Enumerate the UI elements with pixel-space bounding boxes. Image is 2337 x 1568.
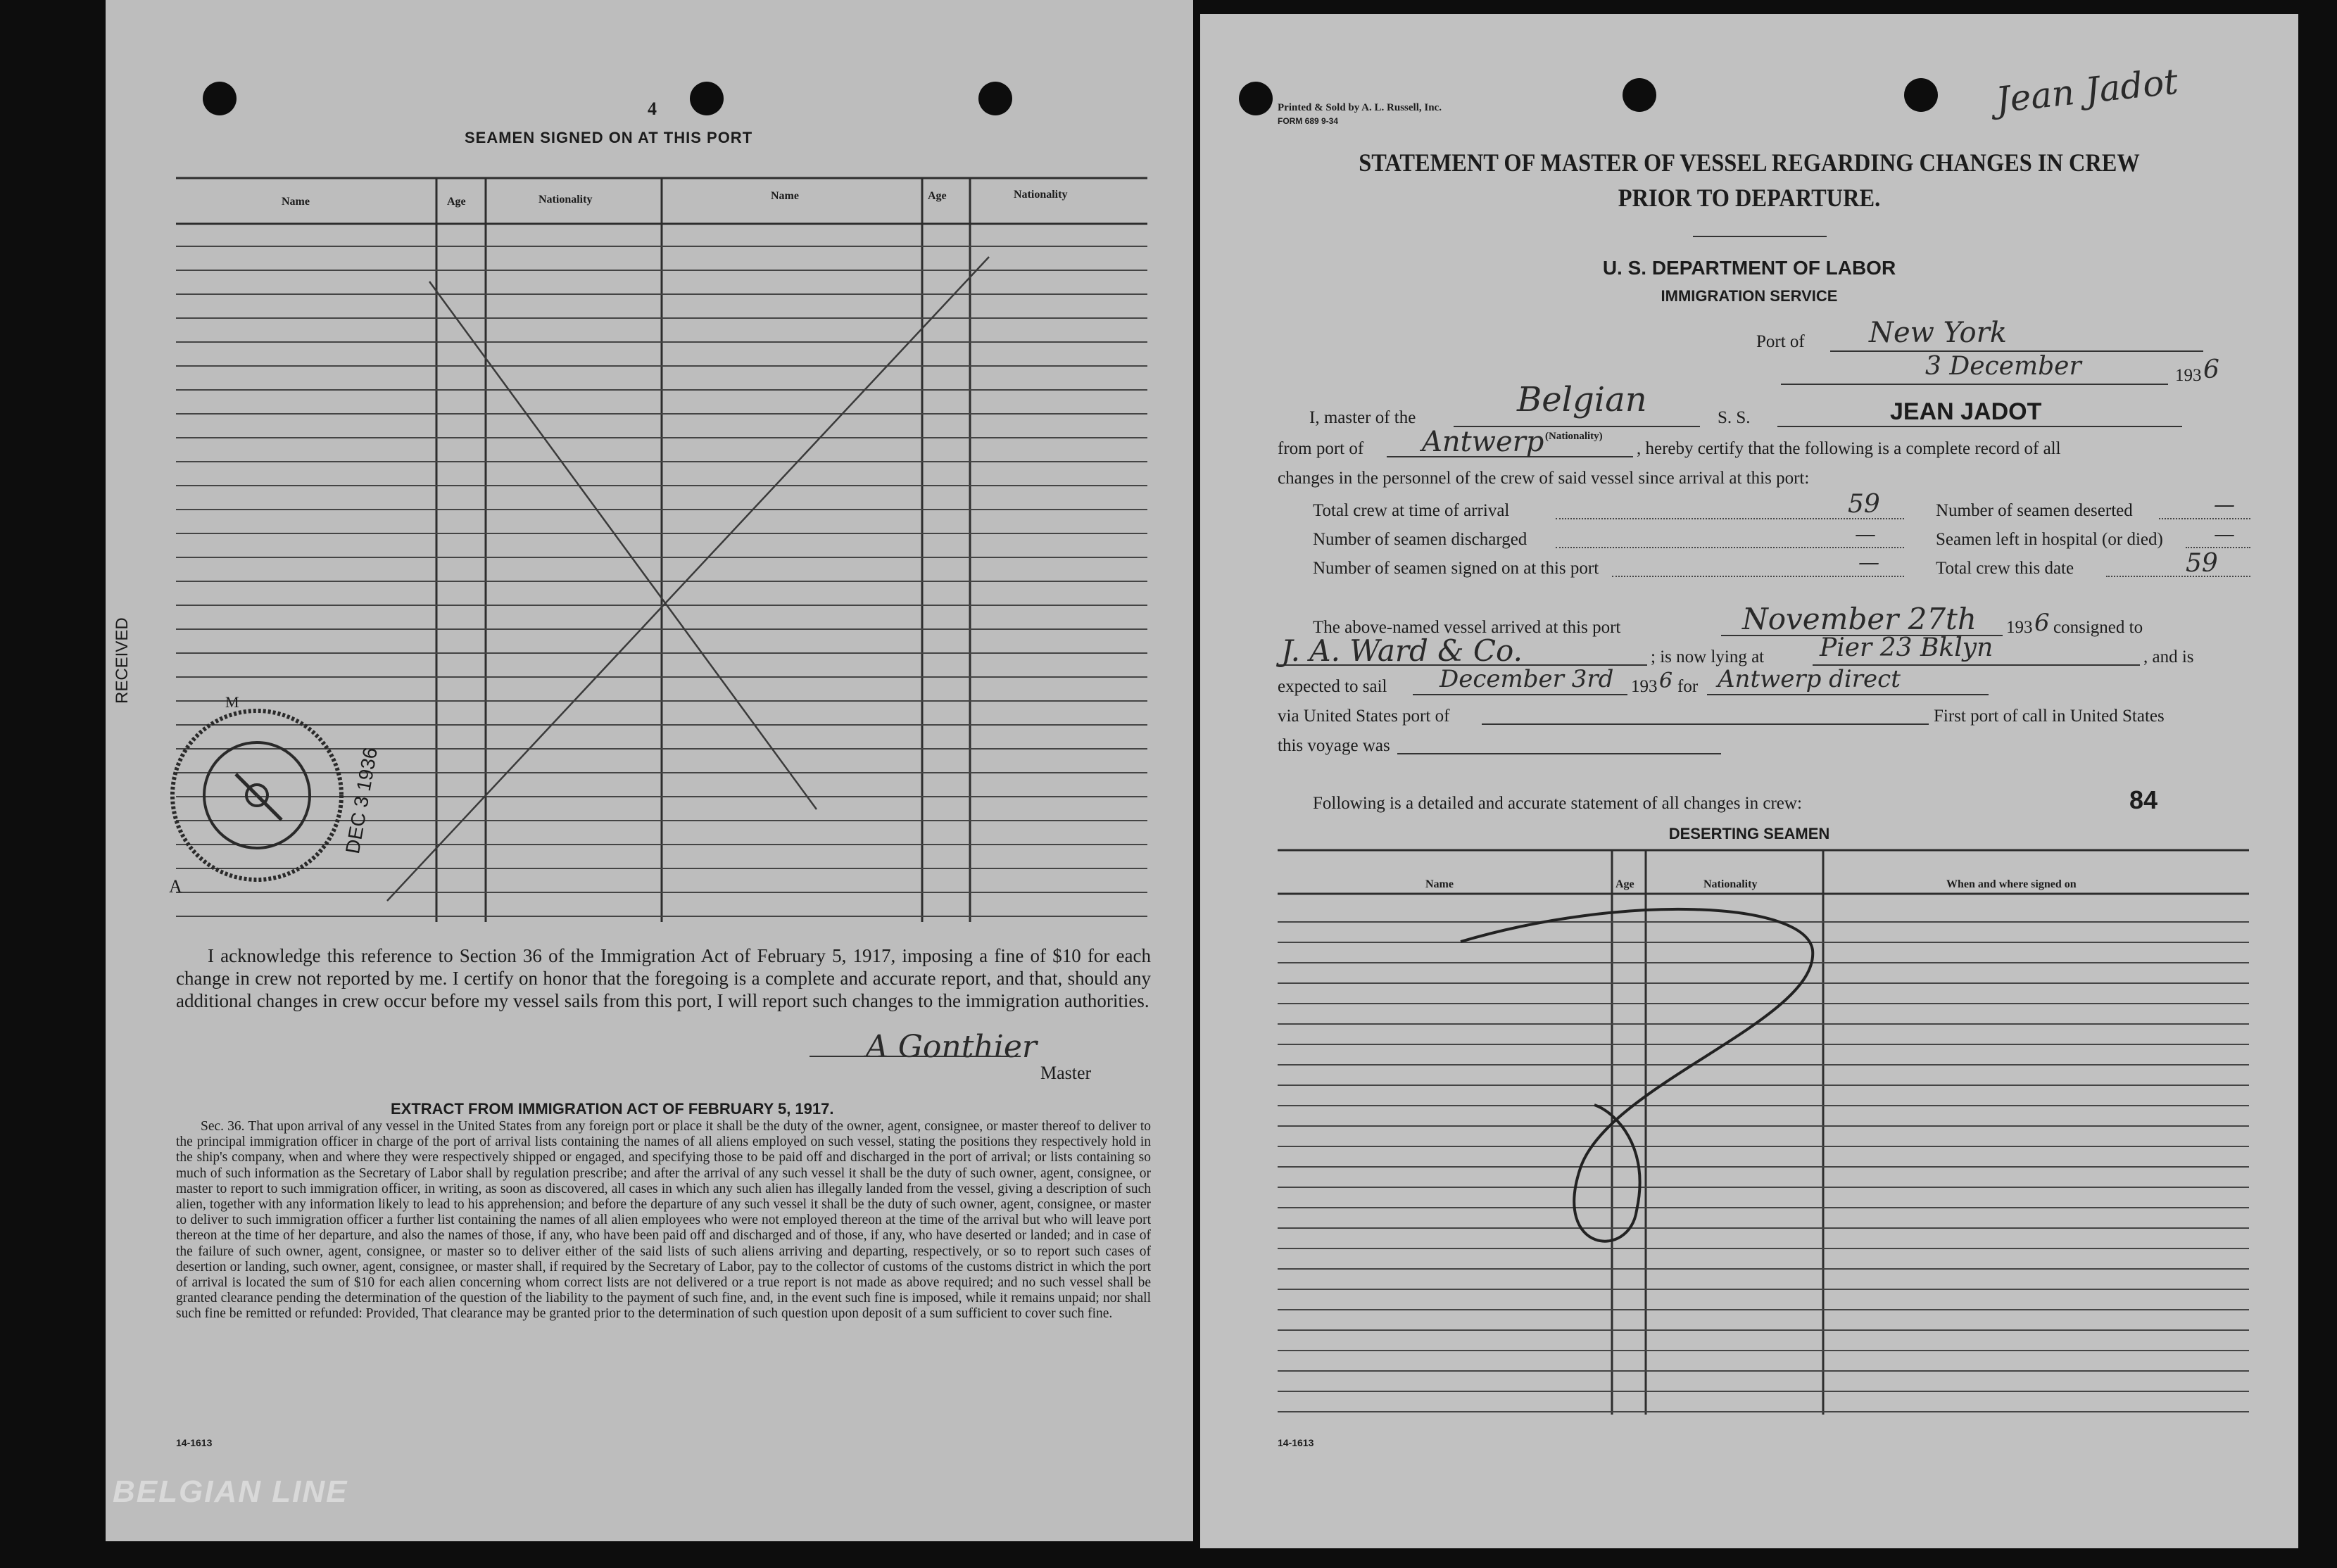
nationality-value: Belgian: [1517, 380, 1647, 419]
form-code-left: 14-1613: [176, 1437, 213, 1448]
from-port-value: Antwerp: [1422, 426, 1544, 458]
page-count-stamp: 84: [2129, 785, 2158, 814]
signed-on-value: —: [1858, 550, 1879, 575]
following-label: Following is a detailed and accurate statement of all changes in crew:: [1313, 794, 1802, 813]
col-header-nationality: Nationality: [538, 194, 593, 206]
col-header-age-2: Age: [928, 190, 947, 202]
port-value: New York: [1869, 317, 2007, 349]
year-prefix: 193: [2175, 366, 2202, 385]
seamen-signed-on-title: SEAMEN SIGNED ON AT THIS PORT: [465, 129, 753, 146]
service-name: IMMIGRATION SERVICE: [1661, 287, 1838, 305]
year-digit: 6: [2203, 355, 2219, 384]
expected-year-digit: 6: [1659, 669, 1673, 693]
ship-name: JEAN JADOT: [1890, 398, 2042, 425]
for-label: for: [1677, 677, 1699, 696]
form-number: FORM 689 9-34: [1278, 116, 1339, 126]
certify-text-2: changes in the personnel of the crew of said vessel since arrival at this port:: [1278, 469, 1810, 488]
this-voyage-label: this voyage was: [1278, 736, 1390, 755]
signed-on-label: Number of seamen signed on at this port: [1313, 559, 1599, 578]
col-header-age: Age: [447, 196, 466, 208]
col-header-nationality-2: Nationality: [1014, 189, 1068, 201]
form-title-line1: STATEMENT OF MASTER OF VESSEL REGARDING CHANGES IN CREW: [1359, 148, 2140, 177]
stamp-letter-m: M: [225, 693, 239, 711]
col-header-when-where: When and where signed on: [1946, 878, 2077, 890]
expected-value: December 3rd: [1440, 665, 1614, 693]
stamp-letter-a: A: [169, 876, 182, 897]
consigned-label: consigned to: [2053, 618, 2143, 637]
discharged-value: —: [1855, 522, 1876, 547]
col-header-name: Name: [1425, 878, 1454, 890]
handwritten-ship-name: Jean Jadot: [1993, 61, 2180, 121]
port-label: Port of: [1756, 332, 1805, 351]
certification-text: I acknowledge this reference to Section 36 of the Immigration Act of February 5, 1917, imposing a fine of $10 for each change in crew not reported by me. I certify on honor that the foregoing is a complete and accurate report, and that, should any additional changes in crew occur before my vessel sails from this port, I will report such changes to the immigration authorities.: [176, 945, 1151, 1011]
arrived-label: The above-named vessel arrived at this port: [1313, 618, 1621, 637]
department-name: U. S. DEPARTMENT OF LABOR: [1602, 257, 1896, 279]
hospital-label: Seamen left in hospital (or died): [1936, 530, 2163, 549]
deserted-value: —: [2214, 493, 2235, 517]
received-stamp-label: RECEIVED: [113, 617, 132, 704]
consignee-value: J. A. Ward & Co.: [1281, 633, 1523, 668]
arrived-year: 193: [2006, 618, 2033, 637]
printer-credit: Printed & Sold by A. L. Russell, Inc.: [1278, 102, 1442, 113]
expected-year: 193: [1631, 677, 1658, 696]
arrived-value: November 27th: [1742, 602, 1977, 636]
ss-label: S. S.: [1718, 408, 1751, 427]
nationality-caption: (Nationality): [1545, 431, 1603, 442]
master-signature: A Gonthier: [866, 1029, 1037, 1065]
lying-label: ; is now lying at: [1651, 647, 1765, 666]
expected-label: expected to sail: [1278, 677, 1387, 696]
arrived-year-digit: 6: [2034, 609, 2050, 637]
stamp-seal-icon: [165, 704, 348, 887]
col-header-name: Name: [282, 196, 310, 208]
date-value: 3 December: [1925, 352, 2081, 381]
left-page: [106, 0, 1193, 1541]
lying-value: Pier 23 Bklyn: [1820, 633, 1993, 662]
stamp-date: DEC 3 1936: [341, 745, 382, 856]
for-value: Antwerp direct: [1718, 665, 1901, 693]
extract-title: EXTRACT FROM IMMIGRATION ACT OF FEBRUARY 5, 1917.: [391, 1100, 834, 1118]
master-of-label: I, master of the: [1309, 408, 1416, 427]
deserting-table-grid: [1200, 14, 2298, 1534]
page-number: 4: [648, 99, 657, 119]
and-is-label: , and is: [2143, 647, 2194, 666]
total-crew-date-label: Total crew this date: [1936, 559, 2074, 578]
immigration-stamp: [165, 704, 348, 887]
form-code-right: 14-1613: [1278, 1437, 1314, 1448]
form-title-line2: PRIOR TO DEPARTURE.: [1618, 184, 1881, 212]
deserted-label: Number of seamen deserted: [1936, 501, 2133, 520]
belgian-line-brand: BELGIAN LINE: [113, 1474, 348, 1509]
right-page: [1200, 14, 2298, 1548]
total-crew-arrival-value: 59: [1848, 490, 1880, 519]
total-crew-date-value: 59: [2186, 549, 2218, 578]
col-header-age: Age: [1615, 878, 1634, 890]
extract-text: Sec. 36. That upon arrival of any vessel in the United States from any foreign port or place it shall be the duty of the owner, agent, consignee, or master thereof to deliver to the principal immigration officer in charge of the port of arrival lists containing the names of all aliens employed on such vessel, stating the positions they respectively hold in the ship's company, when and where they were respectively shipped or engaged, and specifying those to be paid off and discharged in the port of arrival; or lists containing so much of such information as the Secretary of Labor shall by regulation prescribe; and after the arrival of any such vessel it shall be the duty of such owner, agent, consignee, or master to report to such immigration officer, in writing, as soon as discovered, all cases in which any such alien has illegally landed from the vessel, giving a description of such alien, together with any information likely to lead to his apprehension; and before the departure of any such vessel it shall be the duty of such owner, agent, consignee, or master to deliver to such immigration officer a further list containing the names of all alien employees who were not employed thereon at the time of the arrival but who will leave port thereon at the time of her departure, and also the names of those, if any, who have been paid off and discharged and of those, if any, who have deserted or landed; and in case of the failure of such owner, agent, consignee, or master so to deliver either of the said lists of such aliens arriving and departing, respectively, or so to report such cases of desertion or landing, such owner, agent, consignee, or master shall, if required by the Secretary of Labor, pay to the collector of customs of the customs district in which the port of arrival is located the sum of $10 for each alien concerning whom correct lists are not delivered or a true report is not made as above required; and no such vessel shall be granted clearance pending the determination of the question of the liability to the payment of such fine, and, in the event such fine is imposed, while it remains unpaid; nor shall such fine be remitted or refunded: Provided, That clearance may be granted prior to the determination of such question upon deposit of a sum sufficient to cover such fine.: [176, 1119, 1151, 1322]
hospital-value: —: [2214, 522, 2235, 547]
discharged-label: Number of seamen discharged: [1313, 530, 1527, 549]
signature-line: [810, 1056, 1021, 1057]
col-header-nationality: Nationality: [1703, 878, 1758, 890]
total-crew-arrival-label: Total crew at time of arrival: [1313, 501, 1510, 520]
first-port-label: First port of call in United States: [1934, 707, 2165, 726]
from-port-label: from port of: [1278, 439, 1364, 458]
master-label: Master: [1040, 1063, 1092, 1083]
col-header-name-2: Name: [771, 190, 799, 202]
certify-text: , hereby certify that the following is a complete record of all: [1637, 439, 2061, 458]
deserting-seamen-title: DESERTING SEAMEN: [1668, 825, 1830, 842]
via-label: via United States port of: [1278, 707, 1450, 726]
